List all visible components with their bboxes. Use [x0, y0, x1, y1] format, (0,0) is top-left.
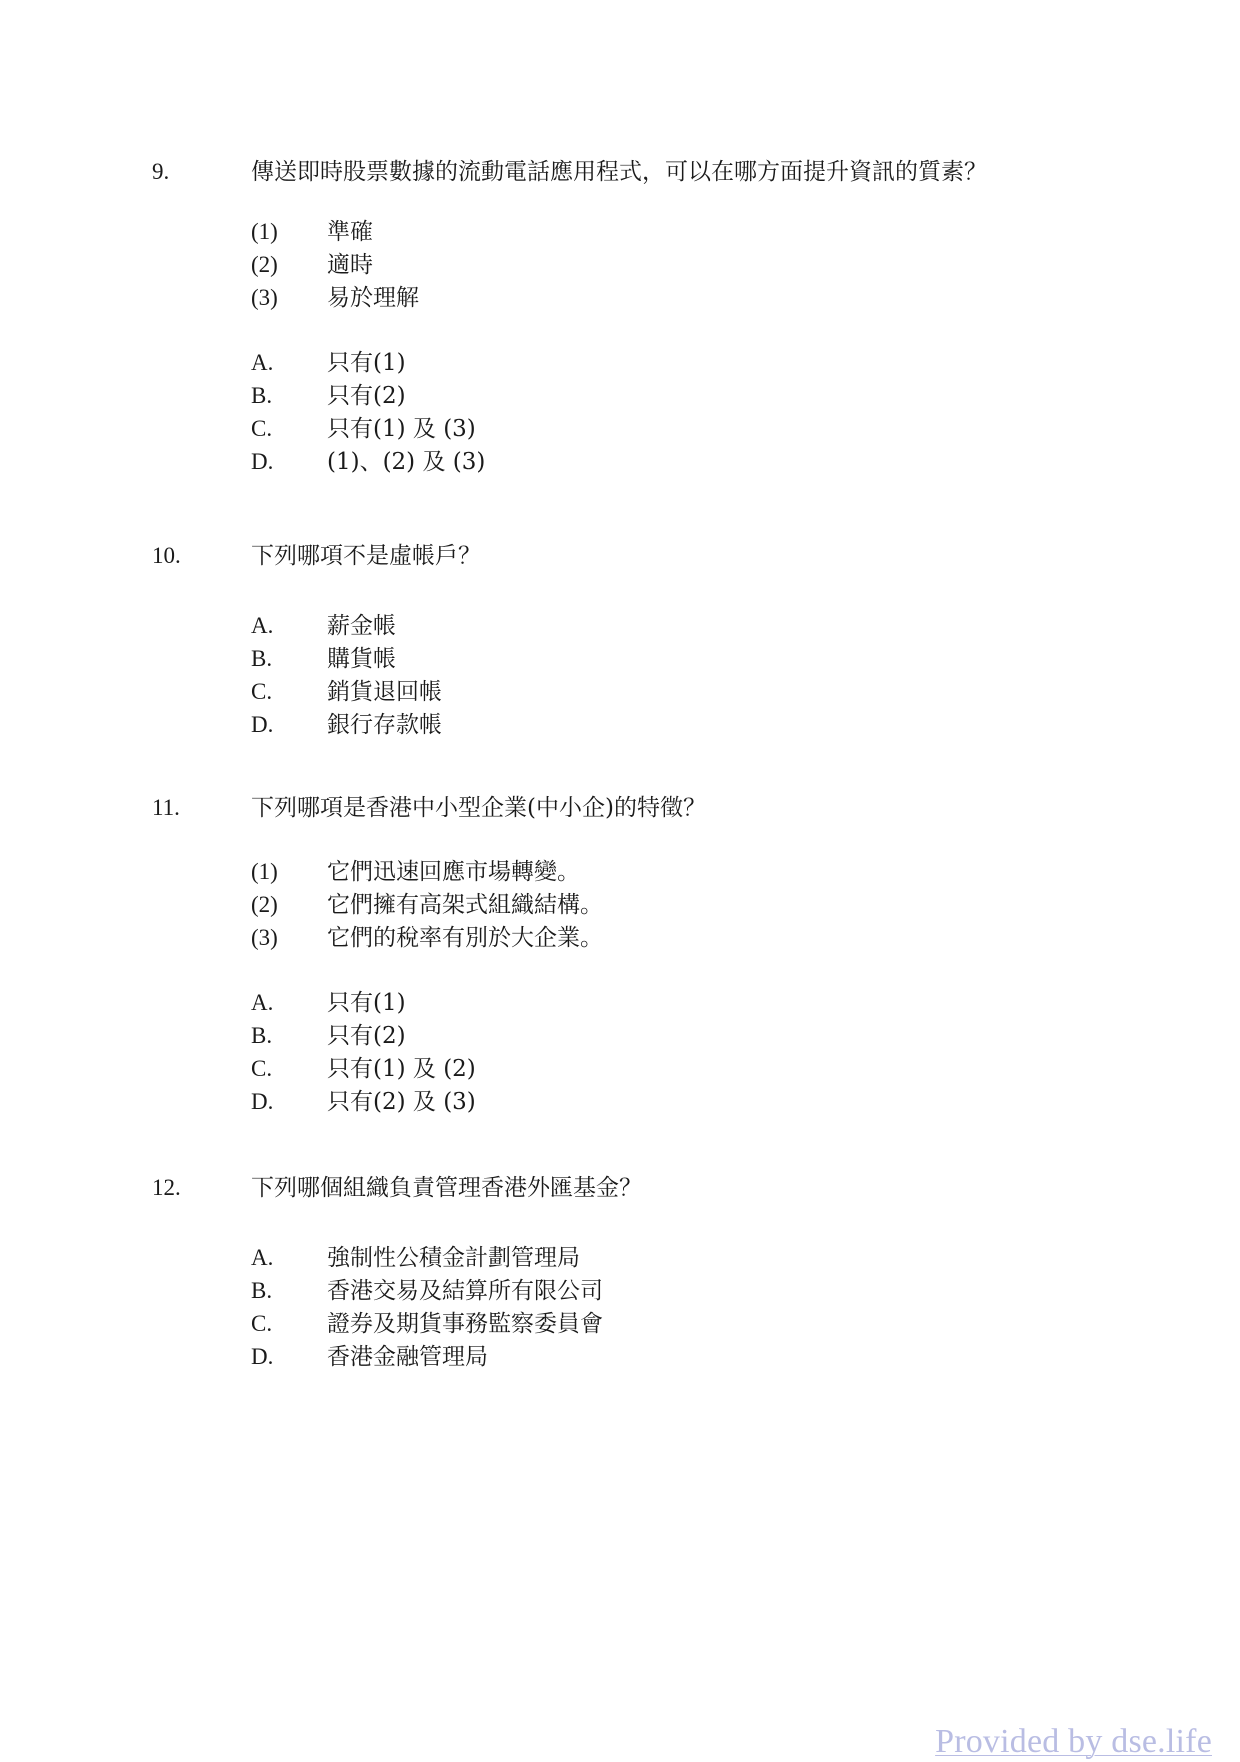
statement-item	[0, 216, 1240, 248]
option-label: A.	[251, 613, 274, 638]
option-text: 只有(1)	[327, 350, 406, 376]
statement-item	[0, 889, 1240, 921]
option-text: 只有(2) 及 (3)	[327, 1089, 476, 1115]
option-label: C.	[251, 1311, 273, 1336]
watermark-link[interactable]: Provided by dse.life	[935, 1723, 1212, 1760]
statement-label: (1)	[251, 859, 278, 884]
option-text: 銷貨退回帳	[327, 679, 442, 705]
option-text: 銀行存款帳	[327, 712, 442, 738]
answer-option[interactable]	[0, 413, 1240, 445]
option-label: A.	[251, 350, 274, 375]
option-label: B.	[251, 1023, 273, 1048]
option-label: A.	[251, 990, 274, 1015]
option-label: C.	[251, 679, 273, 704]
option-label: D.	[251, 1344, 274, 1369]
answer-option[interactable]	[0, 380, 1240, 412]
question-text: 下列哪項不是虛帳戶？	[251, 543, 481, 569]
option-text: 購貨帳	[327, 646, 396, 672]
answer-option[interactable]	[0, 446, 1240, 478]
statement-item	[0, 282, 1240, 314]
answer-option[interactable]	[0, 676, 1240, 708]
statement-text: 它們迅速回應市場轉變。	[327, 859, 580, 885]
question-number: 10.	[152, 543, 181, 568]
statement-item	[0, 922, 1240, 954]
option-text: 證券及期貨事務監察委員會	[327, 1311, 603, 1337]
question-text: 傳送即時股票數據的流動電話應用程式，可以在哪方面提升資訊的質素？	[251, 159, 987, 185]
option-text: 只有(2)	[327, 383, 406, 409]
answer-option[interactable]	[0, 1242, 1240, 1274]
option-text: 強制性公積金計劃管理局	[327, 1245, 580, 1271]
statement-text: 易於理解	[327, 285, 419, 311]
answer-option[interactable]	[0, 709, 1240, 741]
answer-option[interactable]	[0, 610, 1240, 642]
question-number: 11.	[152, 795, 180, 820]
statement-label: (1)	[251, 219, 278, 244]
statement-label: (3)	[251, 285, 278, 310]
option-text: 薪金帳	[327, 613, 396, 639]
answer-option[interactable]	[0, 1020, 1240, 1052]
option-label: C.	[251, 416, 273, 441]
answer-option[interactable]	[0, 1308, 1240, 1340]
answer-option[interactable]	[0, 1341, 1240, 1373]
question-text: 下列哪個組織負責管理香港外匯基金？	[251, 1175, 642, 1201]
option-text: 只有(1) 及 (3)	[327, 416, 476, 442]
statement-label: (2)	[251, 892, 278, 917]
statement-text: 它們的稅率有別於大企業。	[327, 925, 603, 951]
option-label: C.	[251, 1056, 273, 1081]
option-text: (1)、(2) 及 (3)	[327, 449, 486, 475]
option-text: 只有(2)	[327, 1023, 406, 1049]
option-label: B.	[251, 1278, 273, 1303]
option-label: D.	[251, 1089, 274, 1114]
question-text: 下列哪項是香港中小型企業(中小企)的特徵？	[251, 795, 706, 821]
statement-text: 它們擁有高架式組織結構。	[327, 892, 603, 918]
answer-option[interactable]	[0, 987, 1240, 1019]
answer-option[interactable]	[0, 1275, 1240, 1307]
statement-text: 適時	[327, 252, 373, 278]
statement-item	[0, 856, 1240, 888]
option-label: D.	[251, 712, 274, 737]
answer-option[interactable]	[0, 347, 1240, 379]
option-text: 香港交易及結算所有限公司	[327, 1278, 603, 1304]
option-text: 香港金融管理局	[327, 1344, 488, 1370]
option-label: D.	[251, 449, 274, 474]
answer-option[interactable]	[0, 1053, 1240, 1085]
statement-label: (3)	[251, 925, 278, 950]
answer-option[interactable]	[0, 643, 1240, 675]
statement-item	[0, 249, 1240, 281]
option-label: A.	[251, 1245, 274, 1270]
question-number: 9.	[152, 159, 170, 184]
option-text: 只有(1)	[327, 990, 406, 1016]
statement-label: (2)	[251, 252, 278, 277]
option-label: B.	[251, 646, 273, 671]
option-text: 只有(1) 及 (2)	[327, 1056, 476, 1082]
question-number: 12.	[152, 1175, 181, 1200]
answer-option[interactable]	[0, 1086, 1240, 1118]
statement-text: 準確	[327, 219, 373, 245]
option-label: B.	[251, 383, 273, 408]
